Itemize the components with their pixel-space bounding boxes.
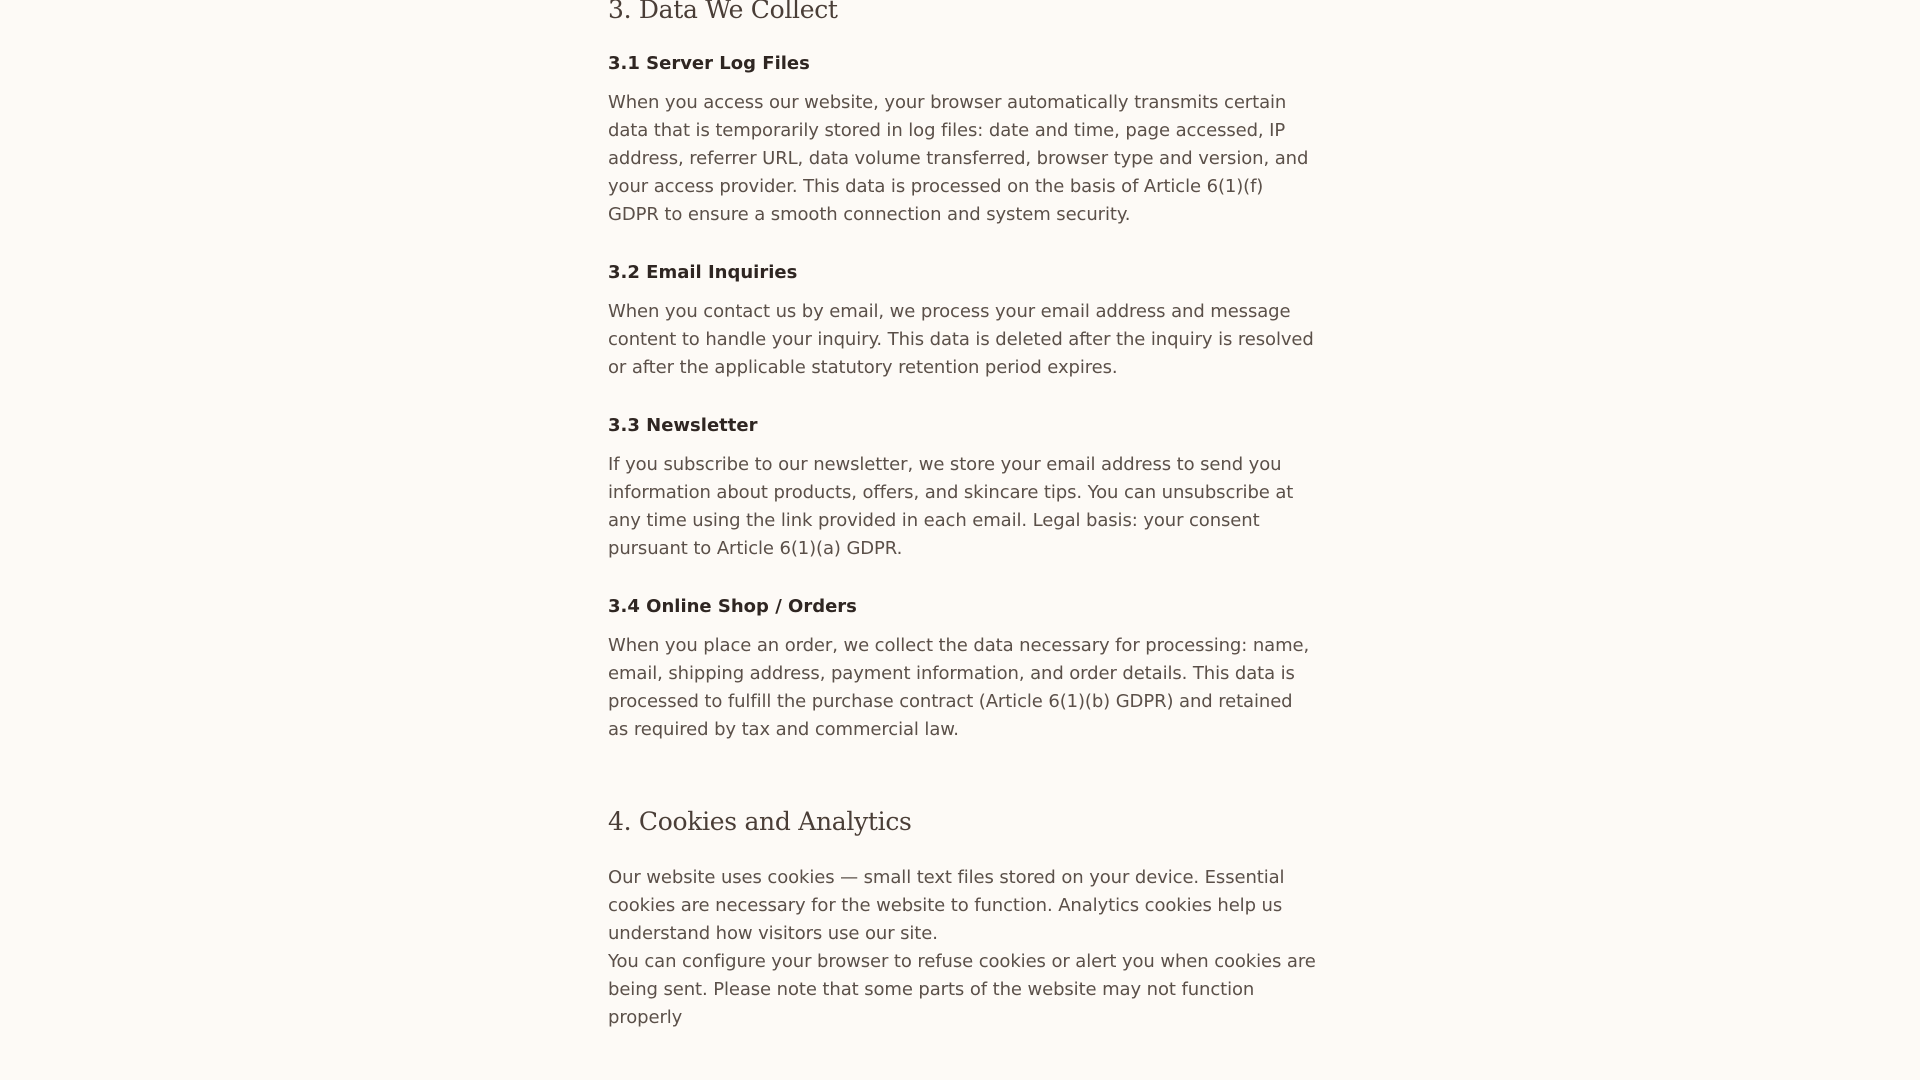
cookies-paragraph: Our website uses cookies — small text files stored on your device. Essential cookies are necessary for the website to function. Analytics cookies help us understand how visitors use our site. bbox=[608, 867, 1285, 944]
policy-content bbox=[608, 0, 1318, 1032]
subsection-body: If you subscribe to our newsletter, we store your email address to send you information about products, offers, and skincare tips. You can unsubscribe at any time using the link provided in each email. Legal basis: your consent pursuant to Article 6(1)(a) GDPR. bbox=[608, 454, 1294, 559]
subsection-heading: 3.2 Email Inquiries bbox=[608, 262, 798, 283]
subsection-body: When you place an order, we collect the data necessary for processing: name, email, shipping address, payment information, and order details. This data is processed to fulfill the purchase contract (Article 6(1)(b) GDPR) and retained as required by tax and commercial law. bbox=[608, 635, 1310, 740]
subsection-body: When you contact us by email, we process your email address and message content to handle your inquiry. This data is deleted after the inquiry is resolved or after the applicable statutory retention period expires. bbox=[608, 301, 1314, 378]
section-heading: 3. Data We Collect bbox=[608, 0, 838, 24]
subsection-newsletter bbox=[608, 414, 1318, 563]
subsection-online-shop-orders bbox=[608, 595, 1318, 744]
section-cookies-and-analytics bbox=[608, 806, 1318, 1032]
section-heading: 4. Cookies and Analytics bbox=[608, 807, 912, 836]
cookies-settings-paragraph: You can configure your browser to refuse cookies or alert you when cookies are being sent. Please note that some parts of the website may not function properly bbox=[608, 951, 1316, 1028]
subsection-email-inquiries bbox=[608, 261, 1318, 382]
subsection-heading: 3.4 Online Shop / Orders bbox=[608, 596, 857, 617]
subsection-heading: 3.1 Server Log Files bbox=[608, 53, 810, 74]
section-data-we-collect bbox=[608, 0, 1318, 744]
subsection-server-log-files bbox=[608, 52, 1318, 229]
subsection-heading: 3.3 Newsletter bbox=[608, 415, 758, 436]
subsection-body: When you access our website, your browser automatically transmits certain data that is temporarily stored in log files: date and time, page accessed, IP address, referrer URL, data volume transferred, browser type and version, and your access provider. This data is processed on the basis of Article 6(1)(f) GDPR to ensure a smooth connection and system security. bbox=[608, 92, 1309, 225]
